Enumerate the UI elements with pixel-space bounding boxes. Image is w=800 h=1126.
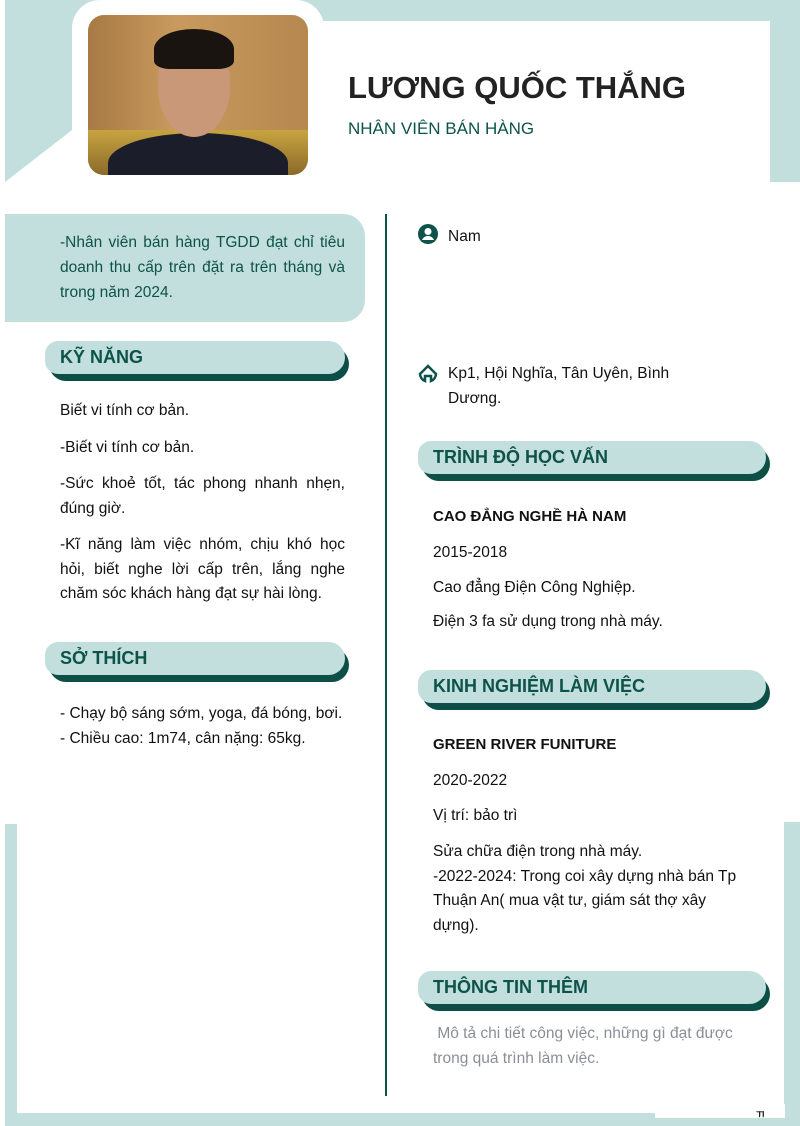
job-title: NHÂN VIÊN BÁN HÀNG <box>348 119 535 138</box>
school-name: CAO ĐẲNG NGHỀ HÀ NAM <box>433 508 627 525</box>
candidate-name: LƯƠNG QUỐC THẮNG <box>348 70 687 105</box>
experience-position: Vị trí: bảo trì <box>433 807 518 824</box>
gender: Nam <box>448 228 481 245</box>
skill-item: Biết vi tính cơ bản. <box>60 402 190 419</box>
education-heading: TRÌNH ĐỘ HỌC VẤN <box>418 441 766 480</box>
extra-info-heading: THÔNG TIN THÊM <box>418 971 766 1010</box>
company-name: GREEN RIVER FUNITURE <box>433 736 617 753</box>
hobby-item: - Chạy bộ sáng sớm, yoga, đá bóng, bơi. <box>60 705 343 722</box>
experience-heading: KINH NGHIỆM LÀM VIỆC <box>418 670 766 709</box>
experience-line: Sửa chữa điện trong nhà máy. <box>433 843 643 860</box>
education-detail: Điện 3 fa sử dụng trong nhà máy. <box>433 613 663 630</box>
home-icon <box>418 363 438 383</box>
frame-left <box>5 824 17 1126</box>
skill-item: -Sức khoẻ tốt, tác phong nhanh nhẹn, đúng giờ. <box>60 475 345 517</box>
summary-text: -Nhân viên bán hàng TGDD đạt chỉ tiêu doanh thu cấp trên đặt ra trên tháng và trong năm 2024. <box>60 234 345 301</box>
skills-heading: KỸ NĂNG <box>45 341 345 380</box>
education-major: Cao đẳng Điện Công Nghiệp. <box>433 579 636 596</box>
skills-list <box>60 399 345 607</box>
user-circle-icon <box>418 224 438 244</box>
skill-item: -Biết vi tính cơ bản. <box>60 438 195 456</box>
column-divider <box>385 214 387 1096</box>
experience-line: -2022-2024: Trong coi xây dựng nhà bán Tp Thuận An( mua vật tư, giám sát thợ xây dựng). <box>433 867 737 934</box>
hobbies-heading: SỞ THÍCH <box>45 642 345 681</box>
hobbies-list <box>60 702 345 751</box>
extra-info-text: Mô tả chi tiết công việc, những gì đạt được trong quá trình làm việc. <box>433 1025 738 1067</box>
skill-item: -Kĩ năng làm việc nhóm, chịu khó học hỏi, biết nghe lời cấp trên, lắng nghe chăm sóc khách hàng đạt sự hài lòng. <box>60 536 345 602</box>
address: Kp1, Hội Nghĩa, Tân Uyên, Bình Dương. <box>448 365 670 407</box>
hobby-item: - Chiều cao: 1m74, cân nặng: 65kg. <box>60 729 306 747</box>
experience-period: 2020-2022 <box>433 772 508 789</box>
footer-mark: ㄲ <box>755 1109 766 1121</box>
education-period: 2015-2018 <box>433 544 508 561</box>
experience-details <box>433 840 753 938</box>
frame-right <box>784 822 800 1126</box>
summary-box <box>5 214 365 322</box>
profile-photo <box>88 15 308 175</box>
